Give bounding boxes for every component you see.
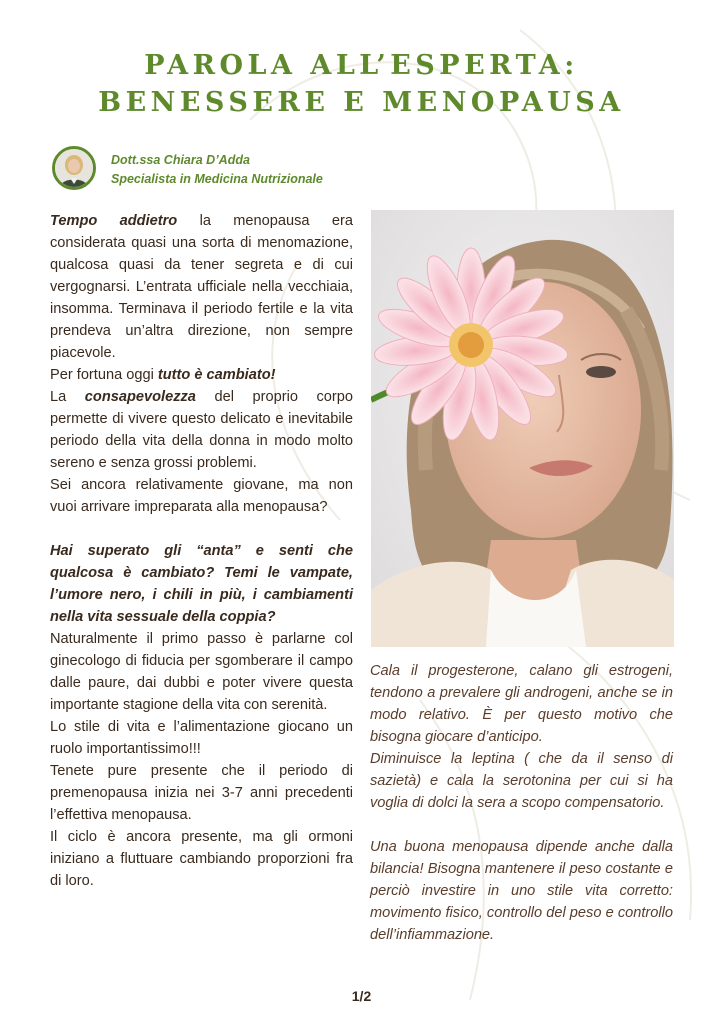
avatar — [52, 146, 96, 190]
awareness-text: del proprio corpo permette di vivere questo delicato e inevitabile periodo della vita della donna in modo molto sereno e senza grossi problemi. — [50, 389, 353, 471]
paragraph-scale: Una buona menopausa dipende anche dalla bilancia! Bisogna mantenere il peso costante e perciò investire in uno stile vita corretto: movimento fisico, controllo del peso e controllo dell’infiammazione. — [370, 839, 673, 943]
paragraph-premenopause: Tenete pure presente che il periodo di premenopausa inizia nei 3-7 anni precedenti l’effettiva menopausa. — [50, 763, 353, 823]
page-title — [0, 47, 723, 121]
awareness-emphasis: consapevolezza — [84, 389, 196, 405]
paragraph-young: Sei ancora relativamente giovane, ma non vuoi arrivare impreparata alla menopausa? — [50, 477, 353, 515]
paragraph-hormones: Cala il progesterone, calano gli estrogeni, tendono a prevalere gli androgeni, anche se in modo relativo. È per questo motivo che bisogna giocare d’anticipo. — [370, 663, 673, 745]
question-paragraph: Hai superato gli “anta” e senti che qualcosa è cambiato? Temi le vampate, l’umore nero, i chili in più, i cambiamenti nella vita sessuale della coppia? — [50, 543, 353, 625]
paragraph-awareness — [50, 386, 353, 474]
intro-text: la menopausa era considerata quasi una sorta di menomazione, qualcosa quasi da tener segreta e di cui vergognarsi. L’entrata ufficiale nella vecchiaia, insomma. Terminava il periodo fertile e la vita prendeva un’altra direzione, non sempre piacevole. — [50, 213, 353, 361]
title-line-2: BENESSERE E MENOPAUSA — [98, 87, 625, 118]
portrait-illustration — [371, 210, 674, 647]
author-name: Dott.ssa Chiara D’Adda — [111, 153, 250, 167]
author-role: Specialista in Medicina Nutrizionale — [111, 172, 323, 186]
title-line-1: PAROLA ALL’ESPERTA: — [144, 50, 579, 81]
paragraph-gynecologist: Naturalmente il primo passo è parlarne col ginecologo di fiducia per sgomberare il campo dalle paure, dai dubbi e poter vivere questa importante stagione della vita con serenità. — [50, 631, 353, 713]
avatar-portrait-icon — [55, 149, 93, 187]
paragraph-fortune — [50, 364, 353, 386]
paragraph-lifestyle: Lo stile di vita e l’alimentazione giocano un ruolo importantissimo!!! — [50, 719, 353, 757]
fortune-emphasis: tutto è cambiato! — [157, 367, 276, 383]
intro-lead: Tempo addietro — [50, 213, 178, 229]
woman-with-flower-photo — [371, 210, 674, 647]
left-column — [50, 210, 353, 892]
awareness-start: La — [50, 389, 85, 405]
paragraph-intro — [50, 210, 353, 364]
paragraph-leptin: Diminuisce la leptina ( che da il senso di sazietà) e cala la serotonina per cui si ha voglia di dolci la sera a scopo compensatorio. — [370, 751, 673, 811]
page-number: 1/2 — [351, 988, 372, 1004]
fortune-text: Per fortuna oggi — [50, 367, 158, 383]
right-column — [370, 660, 673, 946]
author-info — [111, 151, 411, 189]
paragraph-cycle: Il ciclo è ancora presente, ma gli ormoni iniziano a fluttuare cambiando proporzioni fra di loro. — [50, 829, 353, 889]
